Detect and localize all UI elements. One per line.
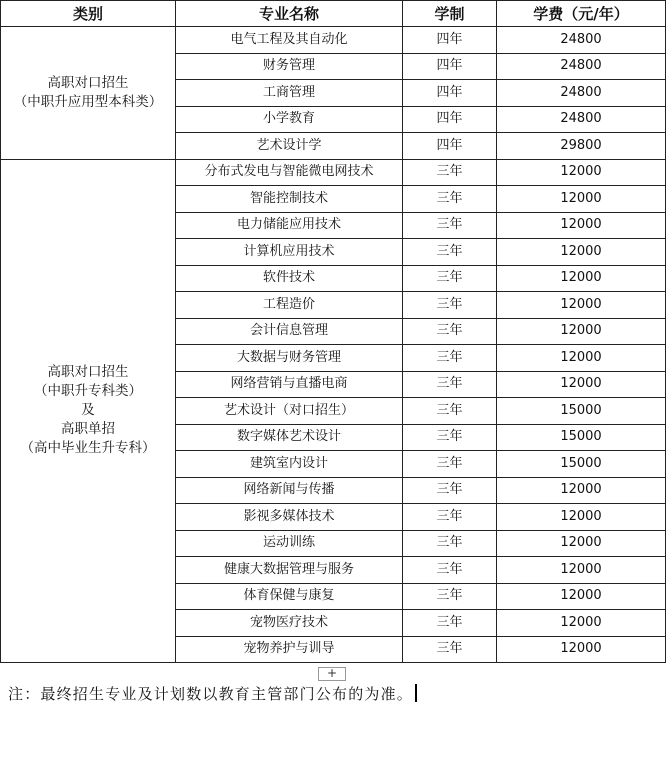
category-line: （中职升应用型本科类）	[13, 93, 163, 110]
major-cell: 体育保健与康复	[176, 583, 403, 610]
major-cell: 分布式发电与智能微电网技术	[176, 159, 403, 186]
duration-cell: 三年	[403, 186, 497, 213]
major-cell: 智能控制技术	[176, 186, 403, 213]
major-cell: 工商管理	[176, 80, 403, 107]
duration-cell: 四年	[403, 53, 497, 80]
fee-cell: 15000	[497, 398, 666, 425]
header-major: 专业名称	[176, 1, 403, 27]
fee-cell: 12000	[497, 292, 666, 319]
duration-cell: 三年	[403, 610, 497, 637]
fee-cell: 12000	[497, 239, 666, 266]
fee-cell: 12000	[497, 557, 666, 584]
header-row	[1, 1, 666, 27]
major-cell: 计算机应用技术	[176, 239, 403, 266]
major-cell: 财务管理	[176, 53, 403, 80]
major-cell: 小学教育	[176, 106, 403, 133]
category-line: （高中毕业生升专科）	[20, 440, 156, 457]
major-cell: 电力储能应用技术	[176, 212, 403, 239]
fee-cell: 12000	[497, 265, 666, 292]
major-cell: 艺术设计学	[176, 133, 403, 160]
major-cell: 数字媒体艺术设计	[176, 424, 403, 451]
major-cell: 工程造价	[176, 292, 403, 319]
major-cell: 电气工程及其自动化	[176, 27, 403, 54]
footnote-text: 注：最终招生专业及计划数以教育主管部门公布的为准。	[8, 685, 414, 703]
category-cell	[1, 159, 176, 663]
duration-cell: 三年	[403, 583, 497, 610]
duration-cell: 三年	[403, 504, 497, 531]
table-header	[1, 1, 666, 27]
duration-cell: 四年	[403, 27, 497, 54]
fee-cell: 12000	[497, 583, 666, 610]
header-category: 类别	[1, 1, 176, 27]
major-cell: 艺术设计（对口招生）	[176, 398, 403, 425]
duration-cell: 三年	[403, 477, 497, 504]
fee-cell: 24800	[497, 27, 666, 54]
fee-cell: 15000	[497, 424, 666, 451]
duration-cell: 三年	[403, 371, 497, 398]
duration-cell: 三年	[403, 398, 497, 425]
duration-cell: 三年	[403, 451, 497, 478]
duration-cell: 三年	[403, 636, 497, 663]
footnote[interactable]	[8, 683, 417, 704]
major-cell: 宠物养护与训导	[176, 636, 403, 663]
table-body	[1, 27, 666, 663]
category-line: 及	[81, 402, 95, 419]
duration-cell: 三年	[403, 212, 497, 239]
fee-cell: 24800	[497, 106, 666, 133]
duration-cell: 三年	[403, 292, 497, 319]
major-cell: 宠物医疗技术	[176, 610, 403, 637]
major-cell: 大数据与财务管理	[176, 345, 403, 372]
fee-cell: 15000	[497, 451, 666, 478]
fee-cell: 24800	[497, 80, 666, 107]
major-cell: 影视多媒体技术	[176, 504, 403, 531]
category-line: 高职对口招生	[47, 74, 129, 91]
fee-cell: 12000	[497, 530, 666, 557]
fee-cell: 12000	[497, 610, 666, 637]
category-cell	[1, 27, 176, 160]
major-cell: 软件技术	[176, 265, 403, 292]
header-fee: 学费（元/年）	[497, 1, 666, 27]
fee-cell: 12000	[497, 371, 666, 398]
table-add-row-handle[interactable]: +	[318, 667, 346, 681]
major-cell: 网络营销与直播电商	[176, 371, 403, 398]
fee-cell: 24800	[497, 53, 666, 80]
fee-cell: 12000	[497, 212, 666, 239]
duration-cell: 四年	[403, 106, 497, 133]
major-cell: 建筑室内设计	[176, 451, 403, 478]
duration-cell: 三年	[403, 424, 497, 451]
duration-cell: 四年	[403, 80, 497, 107]
duration-cell: 三年	[403, 159, 497, 186]
text-cursor	[415, 684, 417, 702]
duration-cell: 三年	[403, 345, 497, 372]
category-line: 高职对口招生	[47, 364, 129, 381]
header-duration: 学制	[403, 1, 497, 27]
duration-cell: 三年	[403, 530, 497, 557]
duration-cell: 四年	[403, 133, 497, 160]
major-cell: 会计信息管理	[176, 318, 403, 345]
major-cell: 网络新闻与传播	[176, 477, 403, 504]
duration-cell: 三年	[403, 557, 497, 584]
duration-cell: 三年	[403, 239, 497, 266]
duration-cell: 三年	[403, 318, 497, 345]
fee-cell: 12000	[497, 159, 666, 186]
table-row	[1, 159, 666, 186]
category-line: （中职升专科类）	[34, 383, 142, 400]
fee-cell: 12000	[497, 345, 666, 372]
major-cell: 运动训练	[176, 530, 403, 557]
major-cell: 健康大数据管理与服务	[176, 557, 403, 584]
fee-cell: 12000	[497, 636, 666, 663]
category-line: 高职单招	[61, 421, 115, 438]
table-row	[1, 27, 666, 54]
fee-cell: 29800	[497, 133, 666, 160]
fee-cell: 12000	[497, 477, 666, 504]
fee-cell: 12000	[497, 318, 666, 345]
fee-cell: 12000	[497, 504, 666, 531]
fee-cell: 12000	[497, 186, 666, 213]
duration-cell: 三年	[403, 265, 497, 292]
